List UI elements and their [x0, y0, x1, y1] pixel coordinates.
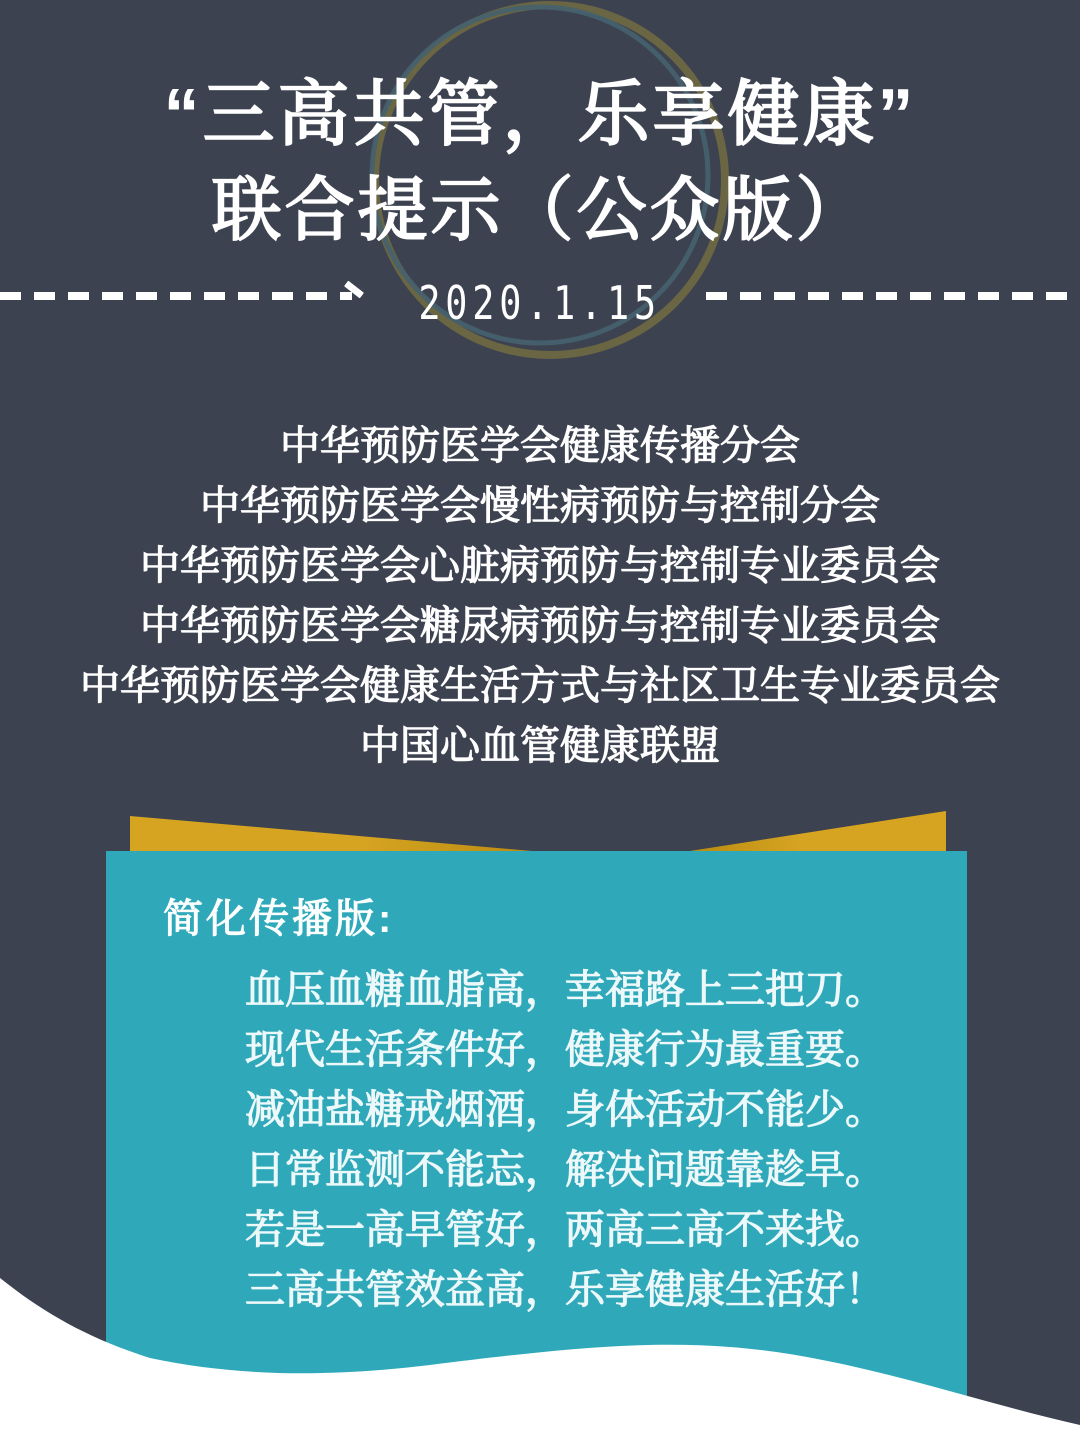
organization-line: 中华预防医学会慢性病预防与控制分会 [200, 484, 880, 528]
poem-line: 三高共管效益高，乐享健康生活好！ [245, 1268, 885, 1312]
gold-ribbon-right [677, 811, 946, 853]
card-label: 简化传播版: [163, 897, 395, 941]
organization-line: 中华预防医学会心脏病预防与控制专业委员会 [140, 544, 940, 588]
page-title-line1: “三高共管，乐享健康” [163, 75, 917, 155]
poem-line: 现代生活条件好，健康行为最重要。 [245, 1028, 885, 1072]
poem-line: 减油盐糖戒烟酒，身体活动不能少。 [245, 1088, 885, 1132]
page-title-line2: 联合提示（公众版） [211, 171, 869, 249]
organization-line: 中华预防医学会健康传播分会 [280, 424, 800, 468]
organization-line: 中华预防医学会糖尿病预防与控制专业委员会 [140, 604, 940, 648]
poem-line: 若是一高早管好，两高三高不来找。 [245, 1208, 885, 1252]
organization-line: 中国心血管健康联盟 [360, 724, 720, 768]
organization-line: 中华预防医学会健康生活方式与社区卫生专业委员会 [80, 664, 1000, 708]
date-text: 2020.1.15 [418, 276, 662, 330]
bottom-wave [0, 1269, 1080, 1439]
gold-ribbon-left [130, 816, 555, 853]
date-row [0, 276, 1080, 330]
poem-line: 日常监测不能忘，解决问题靠趁早。 [245, 1148, 885, 1192]
organization-list [0, 416, 1080, 776]
poem-block [106, 960, 967, 1320]
poem-line: 血压血糖血脂高，幸福路上三把刀。 [245, 968, 885, 1012]
